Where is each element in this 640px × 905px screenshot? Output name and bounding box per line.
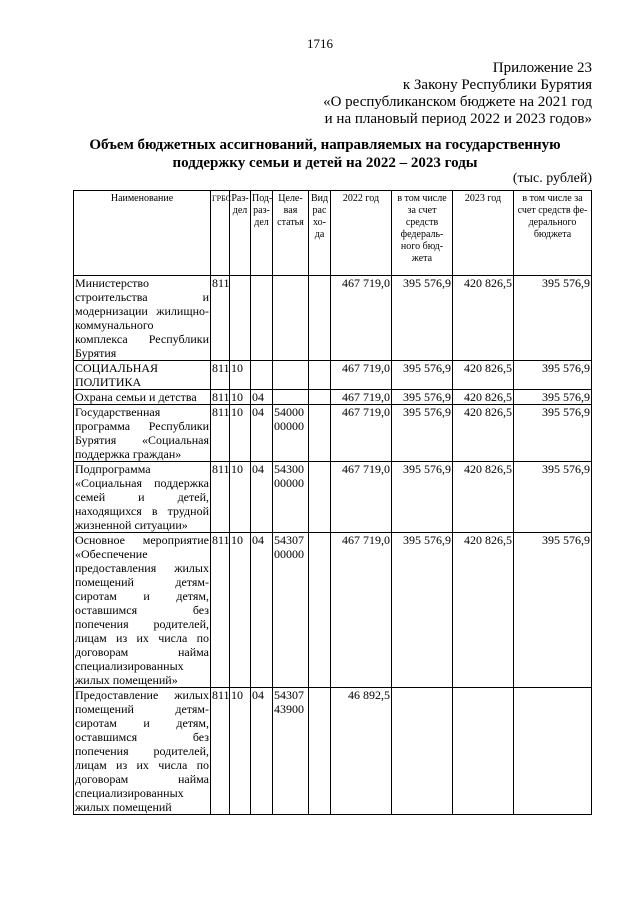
cell-y2022: 467 719,0: [331, 405, 392, 462]
budget-table: [73, 190, 592, 815]
cell-podrazdel: [251, 361, 273, 390]
cell-podrazdel: 04: [251, 688, 273, 815]
cell-grbs: 811: [211, 276, 230, 361]
table-row: [74, 390, 592, 405]
cell-name: Министерство строительства и модернизации жилищно-коммунального комплекса Республики Бурятия: [75, 276, 209, 360]
cell-name: Предоставление жилых помещений детям-сиротам и детям, оставшимся без попечения родителей, лицам из их числа по договорам найма специализированных жилых помещений: [75, 688, 209, 814]
cell-razdel: 10: [230, 688, 251, 815]
header-razdel: Раз-дел: [230, 191, 251, 276]
cell-razdel: 10: [230, 405, 251, 462]
cell-grbs: 811: [211, 533, 230, 688]
cell-podrazdel: 04: [251, 390, 273, 405]
table-body: [74, 276, 592, 815]
cell-grbs: 811: [211, 688, 230, 815]
cell-name: Подпрограмма «Социальная поддержка семей и детей, находящихся в трудной жизненной ситуации»: [75, 462, 209, 532]
cell-y2022: 46 892,5: [331, 688, 392, 815]
cell-y2023: 420 826,5: [453, 533, 514, 688]
cell-y2023-fed: 395 576,9: [514, 276, 592, 361]
cell-grbs: 811: [212, 390, 230, 404]
cell-name: СОЦИАЛЬНАЯ ПОЛИТИКА: [74, 361, 211, 390]
cell-csr: 54307 43900: [273, 688, 309, 815]
cell-y2023-fed: 395 576,9: [514, 533, 592, 688]
header-2022: 2022 год: [331, 191, 392, 276]
table-row: [74, 688, 592, 815]
cell-vr: [309, 276, 331, 361]
appendix-line: и на плановый период 2022 и 2023 годов»: [324, 111, 592, 127]
cell-grbs: 811: [211, 361, 230, 390]
cell-csr: 54307 00000: [273, 533, 309, 688]
cell-vr: [309, 405, 331, 462]
header-grbs: ГРБС: [211, 191, 230, 276]
table-row: [74, 361, 592, 390]
header-2022-federal: в том числе за счет средств федераль-ного бюд-жета: [392, 191, 453, 276]
cell-vr: [309, 462, 331, 533]
cell-vr: [309, 533, 331, 688]
cell-podrazdel: 04: [251, 405, 273, 462]
cell-podrazdel: 04: [251, 533, 273, 688]
cell-csr: [273, 390, 309, 405]
cell-y2023-fed: [514, 688, 592, 815]
page-number: 1716: [307, 36, 333, 51]
cell-y2023-fed: 395 576,9: [514, 361, 592, 390]
cell-y2023: [453, 688, 514, 815]
table-row: [74, 462, 592, 533]
cell-y2023: 420 826,5: [453, 276, 514, 361]
cell-razdel: 10: [230, 390, 251, 405]
cell-y2022: 467 719,0: [331, 276, 392, 361]
cell-vr: [309, 688, 331, 815]
table-row: [74, 405, 592, 462]
cell-y2022-fed: 395 576,9: [392, 405, 453, 462]
cell-razdel: 10: [230, 533, 251, 688]
cell-podrazdel: 04: [251, 462, 273, 533]
cell-name: Охрана семьи и детства: [74, 390, 211, 405]
title-line: Объем бюджетных ассигнований, направляемых на государственную: [89, 137, 561, 153]
cell-y2022-fed: 395 576,9: [392, 390, 453, 405]
table-row: [74, 533, 592, 688]
cell-y2023: 420 826,5: [453, 405, 514, 462]
cell-y2022: 467 719,0: [331, 462, 392, 533]
cell-y2022-fed: 395 576,9: [392, 276, 453, 361]
cell-y2023: 420 826,5: [453, 390, 514, 405]
table-row: [74, 276, 592, 361]
header-csr: Целе-вая статья: [273, 191, 309, 276]
cell-csr: 54300 00000: [273, 462, 309, 533]
document-title: [60, 136, 590, 172]
cell-y2022-fed: 395 576,9: [392, 361, 453, 390]
header-2023-federal: в том числе за счет средств фе-дерального бюджета: [514, 191, 592, 276]
cell-y2022: 467 719,0: [331, 533, 392, 688]
cell-vr: [309, 390, 331, 405]
cell-y2022: 467 719,0: [331, 361, 392, 390]
cell-grbs: 811: [211, 462, 230, 533]
title-line: поддержку семьи и детей на 2022 – 2023 годы: [172, 155, 478, 171]
cell-y2022-fed: [392, 688, 453, 815]
header-2023: 2023 год: [453, 191, 514, 276]
header-vr: Вид рас хо-да: [309, 191, 331, 276]
cell-y2023: 420 826,5: [453, 462, 514, 533]
header-name: Наименование: [74, 191, 211, 276]
appendix-line: к Закону Республики Бурятия: [402, 77, 592, 93]
appendix-block: [323, 60, 592, 128]
cell-podrazdel: [251, 276, 273, 361]
cell-name: Государственная программа Республики Бурятия «Социальная поддержка граждан»: [75, 405, 209, 461]
cell-razdel: 10: [230, 462, 251, 533]
cell-csr: [273, 276, 309, 361]
cell-csr: 54000 00000: [273, 405, 309, 462]
cell-y2023: 420 826,5: [453, 361, 514, 390]
cell-csr: [273, 361, 309, 390]
cell-grbs: 811: [211, 405, 230, 462]
cell-y2023-fed: 395 576,9: [514, 462, 592, 533]
cell-razdel: [230, 276, 251, 361]
cell-y2022: 467 719,0: [331, 390, 392, 405]
cell-y2022-fed: 395 576,9: [392, 533, 453, 688]
cell-razdel: 10: [230, 361, 251, 390]
cell-vr: [309, 361, 331, 390]
appendix-line: «О республиканском бюджете на 2021 год: [323, 94, 592, 110]
cell-name: Основное мероприятие «Обеспечение предоставления жилых помещений детям-сиротам и детям, оставшимся без попечения родителей, лицам из их числа по договорам найма специализированных жилых помещений»: [75, 533, 209, 687]
table-header-row: [74, 191, 592, 276]
cell-y2023-fed: 395 576,9: [514, 390, 592, 405]
cell-y2022-fed: 395 576,9: [392, 462, 453, 533]
header-podrazdel: Под-раз-дел: [251, 191, 273, 276]
cell-y2023-fed: 395 576,9: [514, 405, 592, 462]
units-label: (тыс. рублей): [512, 171, 592, 186]
appendix-line: Приложение 23: [492, 60, 592, 76]
